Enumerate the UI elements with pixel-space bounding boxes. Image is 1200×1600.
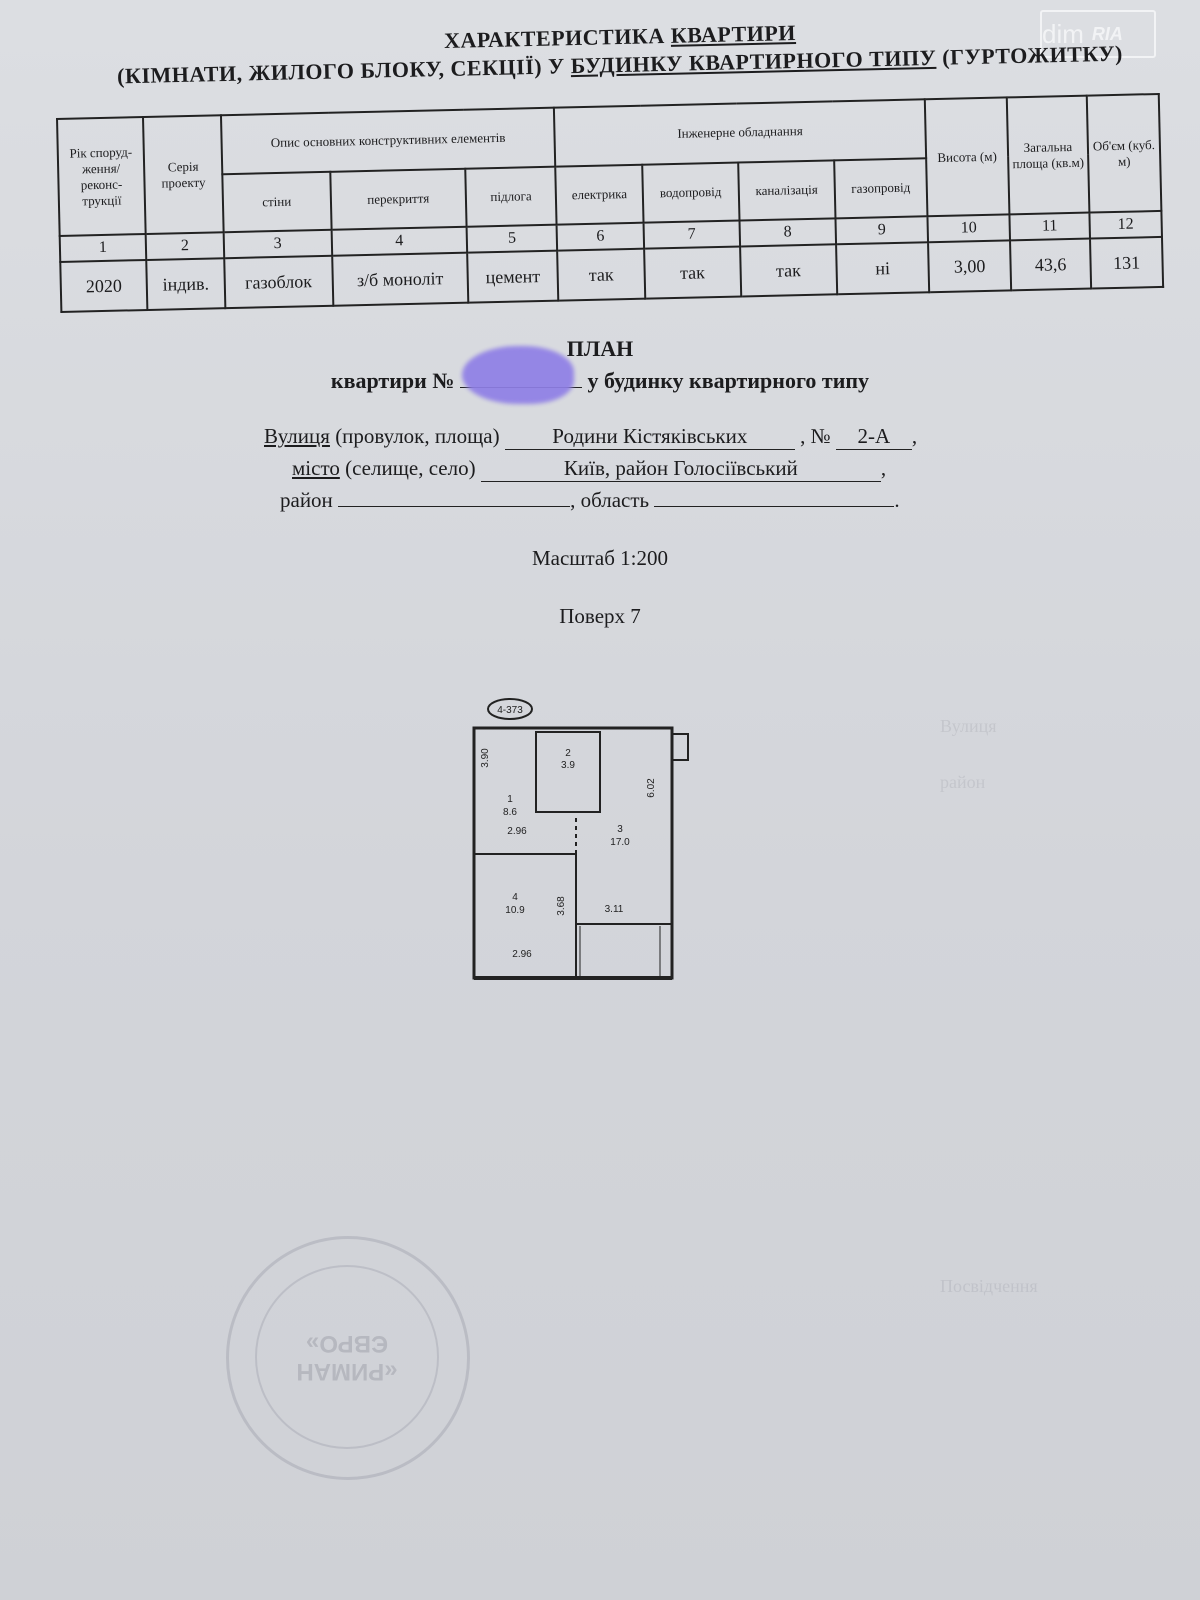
faded-stamp bbox=[226, 1236, 470, 1480]
col-header-gas: газопровід bbox=[834, 158, 927, 219]
group-header-engineering: Інженерне обладнання bbox=[554, 99, 926, 166]
doc-title-line2: (КІМНАТИ, ЖИЛОГО БЛОКУ, СЕКЦІЇ) У БУДИНКУ КВАРТИРНОГО ТИПУ (ГУРТОЖИТКУ) bbox=[116, 40, 1124, 89]
plan-subheading: квартири № у будинку квартирного типу bbox=[330, 368, 870, 393]
watermark-ria: RIA bbox=[1091, 23, 1123, 44]
room-1-number: 1 bbox=[507, 794, 513, 805]
faded-stamp-text: «РИМАН ЄВРО» bbox=[255, 1265, 439, 1449]
dim-3-90: 3.90 bbox=[480, 748, 491, 768]
room-2-number: 2 bbox=[565, 748, 571, 759]
col-header-floors: перекриття bbox=[330, 168, 467, 230]
cell-volume: 131 bbox=[1090, 237, 1163, 289]
room-3-area: 17.0 bbox=[610, 837, 630, 848]
dim-3-68: 3.68 bbox=[556, 896, 567, 916]
showthrough-text-1: Вулиця bbox=[940, 716, 997, 736]
showthrough-text-3: Посвідчення bbox=[940, 1276, 1038, 1296]
col-header-sewer: каналізація bbox=[738, 160, 836, 221]
cell-series: індив. bbox=[146, 258, 225, 310]
col-header-electric: електрика bbox=[555, 164, 643, 224]
room-4-number: 4 bbox=[512, 892, 518, 903]
dim-2-96-bottom: 2.96 bbox=[512, 949, 532, 960]
scale-label: Масштаб 1:200 bbox=[531, 546, 668, 570]
room-2-area: 3.9 bbox=[561, 760, 575, 771]
dim-3-11: 3.11 bbox=[604, 904, 624, 915]
characteristics-table-wrapper bbox=[56, 93, 1164, 313]
cell-height: 3,00 bbox=[928, 240, 1011, 292]
col-header-water: водопровід bbox=[642, 162, 739, 223]
cell-flooring: цемент bbox=[467, 251, 558, 303]
col-header-series: Серія проекту bbox=[143, 115, 224, 234]
dim-2-96-top: 2.96 bbox=[507, 826, 527, 837]
floor-plan-drawing bbox=[460, 696, 710, 996]
redaction-mark bbox=[462, 346, 574, 404]
address-region-line: район , область . bbox=[280, 488, 900, 512]
address-city-line: місто (селище, село) Київ, район Голосіївський , bbox=[292, 456, 887, 480]
cell-water: так bbox=[644, 247, 741, 299]
watermark-dim: dim bbox=[1042, 18, 1084, 49]
doc-title-line1: ХАРАКТЕРИСТИКА КВАРТИРИ bbox=[443, 20, 797, 53]
col-header-volume: Об'єм (куб. м) bbox=[1087, 94, 1162, 213]
col-header-walls: стіни bbox=[222, 171, 331, 232]
cell-floors: з/б моноліт bbox=[332, 253, 469, 306]
room-4-area: 10.9 bbox=[505, 905, 525, 916]
col-header-area: Загальна площа (кв.м) bbox=[1007, 96, 1090, 215]
cell-gas: ні bbox=[836, 242, 929, 294]
col-header-year: Рік споруд-ження/ реконс-трукції bbox=[57, 117, 146, 236]
plan-room-2-box bbox=[536, 732, 600, 812]
cell-sewer: так bbox=[740, 244, 838, 296]
room-3-number: 3 bbox=[617, 824, 623, 835]
showthrough-text-2: район bbox=[940, 772, 986, 792]
cell-electric: так bbox=[557, 249, 645, 301]
characteristics-table bbox=[56, 93, 1164, 313]
room-1-area: 8.6 bbox=[503, 807, 517, 818]
cell-year: 2020 bbox=[60, 260, 147, 312]
floor-label: Поверх 7 bbox=[559, 604, 641, 628]
cell-area: 43,6 bbox=[1010, 239, 1091, 291]
col-header-flooring: підлога bbox=[465, 166, 556, 227]
plan-code: 4-373 bbox=[497, 705, 523, 716]
group-header-construction: Опис основних конструктивних елементів bbox=[221, 108, 555, 174]
table-row-numbers: 1 2 3 4 5 6 7 8 9 10 11 12 bbox=[60, 211, 1162, 262]
address-street-line: Вулиця (провулок, площа) Родини Кістяківських , № 2-А , bbox=[264, 424, 918, 448]
plan-heading: ПЛАН bbox=[566, 336, 634, 361]
col-header-height: Висота (м) bbox=[925, 97, 1010, 216]
dim-6-02: 6.02 bbox=[646, 778, 657, 798]
cell-walls: газоблок bbox=[224, 256, 333, 308]
